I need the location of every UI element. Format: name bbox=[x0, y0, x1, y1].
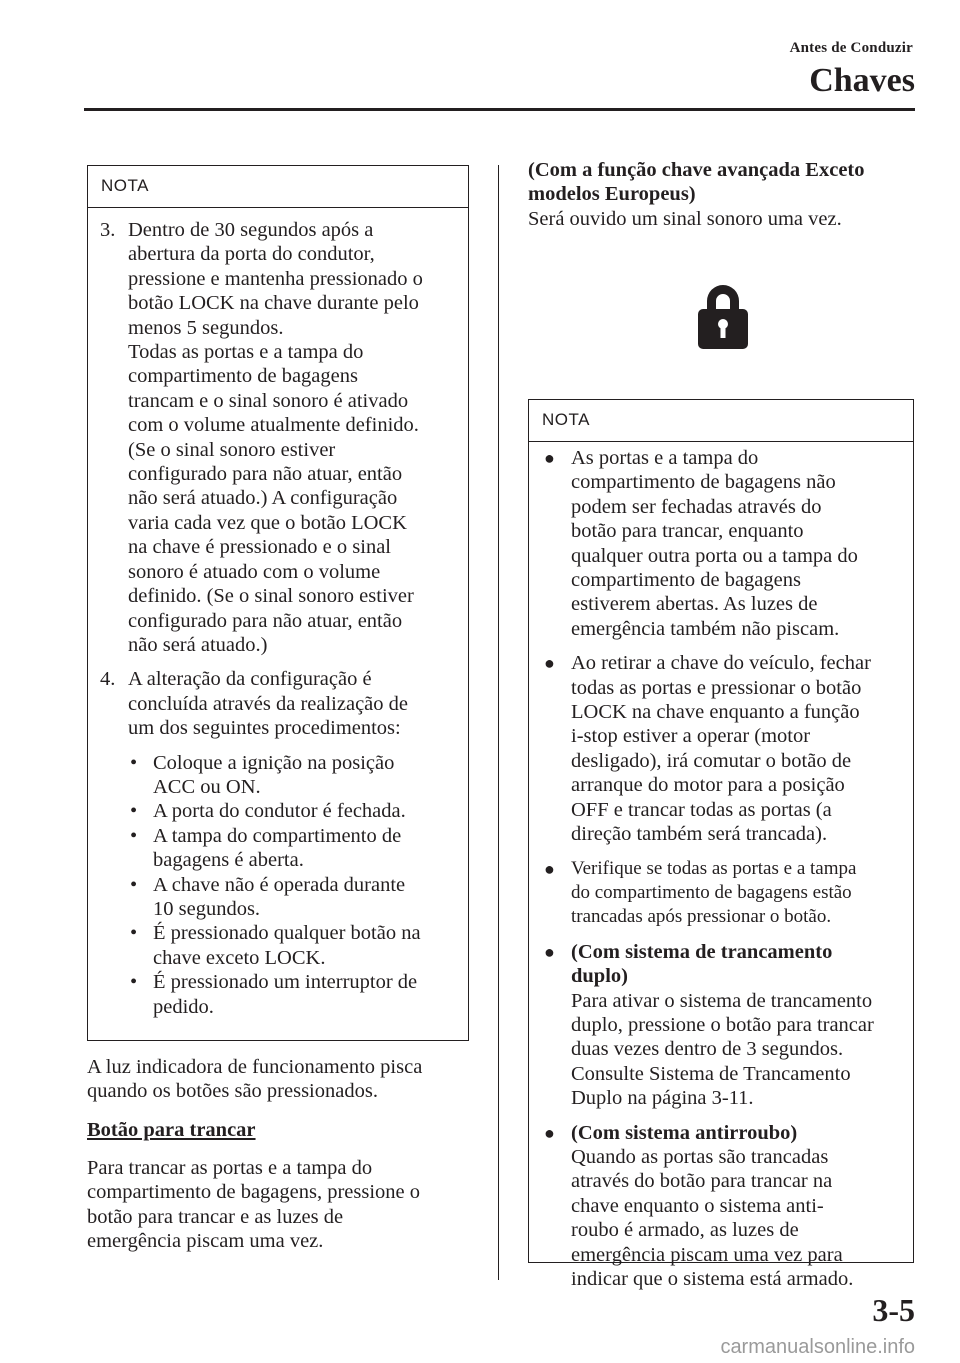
text-line: trancam e o sinal sonoro é ativado bbox=[128, 389, 409, 412]
bullet-glyph: • bbox=[130, 922, 138, 945]
note-box-left bbox=[87, 165, 469, 1041]
text-line: podem ser fechadas através do bbox=[571, 495, 822, 518]
text-line: do compartimento de bagagens estão bbox=[571, 881, 852, 903]
text-line: Consulte Sistema de Trancamento bbox=[571, 1062, 851, 1085]
bullet-glyph: • bbox=[130, 751, 138, 774]
header-rule bbox=[84, 108, 915, 111]
bullet-glyph: ● bbox=[544, 941, 555, 962]
text-line: configurado para não atuar, então bbox=[128, 609, 403, 632]
text-line: direção também será trancada). bbox=[571, 823, 828, 846]
chapter-title: Chaves bbox=[809, 62, 915, 99]
step-number: 3. bbox=[100, 219, 116, 241]
text-line: emergência piscam uma vez para bbox=[571, 1243, 843, 1266]
text-line: configurado para não atuar, então bbox=[128, 463, 403, 486]
text-line: chave exceto LOCK. bbox=[153, 946, 326, 969]
text-line: chave enquanto o sistema anti- bbox=[571, 1194, 824, 1217]
text-line: (Com sistema de trancamento bbox=[571, 940, 833, 963]
text-line: desligado), irá comutar o botão de bbox=[571, 749, 852, 772]
text-line: Verifique se todas as portas e a tampa bbox=[571, 857, 857, 879]
text-line: (Com a função chave avançada Exceto bbox=[528, 159, 865, 181]
text-line: não será atuado.) A configuração bbox=[128, 487, 398, 510]
text-line: É pressionado um interruptor de bbox=[153, 971, 418, 994]
section-heading-advanced-key bbox=[528, 158, 928, 207]
text-line: todas as portas e pressionar o botão bbox=[571, 676, 862, 699]
text-line: botão LOCK na chave durante pelo bbox=[128, 292, 419, 315]
bullet-item bbox=[128, 873, 458, 922]
text-line: compartimento de bagagens bbox=[571, 569, 801, 592]
text-line: compartimento de bagagens, pressione o bbox=[87, 1181, 421, 1204]
step-3-text bbox=[128, 218, 458, 657]
step-number: 4. bbox=[100, 668, 116, 691]
text-line: um dos seguintes procedimentos: bbox=[128, 717, 401, 740]
text-line: bagagens é aberta. bbox=[153, 849, 304, 872]
text-line: i-stop estiver a operar (motor bbox=[571, 725, 811, 748]
text-line: A tampa do compartimento de bbox=[153, 824, 402, 847]
numbered-step-3 bbox=[100, 218, 458, 657]
note-item bbox=[541, 857, 903, 930]
text-line: duplo) bbox=[571, 965, 628, 988]
bullet-glyph: • bbox=[130, 971, 138, 994]
text-line: compartimento de bagagens não bbox=[571, 471, 836, 494]
text-line: abertura da porta do condutor, bbox=[128, 243, 375, 266]
text-line: A luz indicadora de funcionamento pisca bbox=[87, 1056, 423, 1078]
text-line: ACC ou ON. bbox=[153, 775, 261, 798]
text-line: pressione e mantenha pressionado o bbox=[128, 267, 423, 290]
text-line: A alteração da configuração é bbox=[128, 668, 372, 691]
text-line: Quando as portas são trancadas bbox=[571, 1145, 829, 1168]
text-line: não será atuado.) bbox=[128, 633, 268, 656]
text-line: (Com sistema antirroubo) bbox=[571, 1121, 798, 1144]
note-body bbox=[529, 442, 913, 1297]
text-line: emergência piscam uma vez. bbox=[87, 1230, 324, 1253]
note-item bbox=[541, 1121, 903, 1292]
text-line: emergência também não piscam. bbox=[571, 617, 840, 640]
note-item bbox=[541, 940, 903, 1111]
text-line: Para ativar o sistema de trancamento bbox=[571, 989, 873, 1012]
bullet-glyph: • bbox=[130, 824, 138, 847]
text-line: Ao retirar a chave do veículo, fechar bbox=[571, 652, 871, 675]
text-line: Dentro de 30 segundos após a bbox=[128, 219, 374, 241]
note-item bbox=[541, 651, 903, 846]
text-line: com o volume atualmente definido. bbox=[128, 414, 419, 437]
bullet-item bbox=[128, 824, 458, 873]
note-heading: NOTA bbox=[529, 400, 913, 442]
text-line: compartimento de bagagens bbox=[128, 365, 358, 388]
text-line: A chave não é operada durante bbox=[153, 873, 406, 896]
text-line: estiverem abertas. As luzes de bbox=[571, 593, 818, 616]
section-label: Antes de Conduzir bbox=[789, 40, 913, 56]
bullet-item bbox=[128, 921, 458, 970]
text-line: arranque do motor para a posição bbox=[571, 774, 845, 797]
page-number: 3-5 bbox=[872, 1292, 915, 1328]
text-line: sonoro é atuado com o volume bbox=[128, 560, 381, 583]
text-line: roubo é armado, as luzes de bbox=[571, 1219, 799, 1242]
text-line: varia cada vez que o botão LOCK bbox=[128, 511, 407, 534]
text-line: Duplo na página 3-11. bbox=[571, 1087, 754, 1110]
note-item bbox=[541, 446, 903, 641]
step-4-text bbox=[128, 667, 458, 740]
text-line: LOCK na chave enquanto a função bbox=[571, 701, 860, 724]
numbered-step-4 bbox=[100, 667, 458, 740]
subheading-lock-button: Botão para trancar bbox=[87, 1119, 256, 1141]
text-line: Todas as portas e a tampa do bbox=[128, 341, 364, 364]
text-line: A porta do condutor é fechada. bbox=[153, 800, 406, 823]
column-divider bbox=[498, 165, 499, 1280]
text-line: quando os botões são pressionados. bbox=[87, 1080, 378, 1103]
text-line: 10 segundos. bbox=[153, 897, 261, 920]
text-line: na chave é pressionado e o sinal bbox=[128, 536, 391, 559]
bullet-item bbox=[128, 751, 458, 800]
text-line: qualquer outra porta ou a tampa do bbox=[571, 544, 858, 567]
paragraph-beep: Será ouvido um sinal sonoro uma vez. bbox=[528, 208, 842, 230]
text-line: Coloque a ignição na posição bbox=[153, 751, 395, 774]
text-line: concluída através da realização de bbox=[128, 692, 408, 715]
bullet-glyph: • bbox=[130, 800, 138, 823]
bullet-glyph: • bbox=[130, 873, 138, 896]
bullet-glyph: ● bbox=[544, 858, 555, 879]
text-line: pedido. bbox=[153, 995, 214, 1018]
lock-icon bbox=[696, 280, 750, 350]
text-line: As portas e a tampa do bbox=[571, 447, 759, 469]
text-line: definido. (Se o sinal sonoro estiver bbox=[128, 585, 414, 608]
text-line: Para trancar as portas e a tampa do bbox=[87, 1157, 373, 1179]
text-line: modelos Europeus) bbox=[528, 183, 696, 206]
text-line: OFF e trancar todas as portas (a bbox=[571, 798, 832, 821]
text-line: (Se o sinal sonoro estiver bbox=[128, 438, 336, 461]
text-line: botão para trancar, enquanto bbox=[571, 520, 804, 543]
text-line: duplo, pressione o botão para trancar bbox=[571, 1013, 874, 1036]
note-box-right bbox=[528, 399, 914, 1290]
text-line: É pressionado qualquer botão na bbox=[153, 922, 421, 945]
bullet-item bbox=[128, 799, 458, 823]
bullet-glyph: ● bbox=[544, 1122, 555, 1143]
note-body bbox=[88, 208, 468, 1025]
watermark: carmanualsonline.info bbox=[720, 1336, 915, 1358]
text-line: indicar que o sistema está armado. bbox=[571, 1268, 854, 1290]
text-line: trancadas após pressionar o botão. bbox=[571, 906, 832, 928]
text-line: através do botão para trancar na bbox=[571, 1170, 833, 1193]
text-line: menos 5 segundos. bbox=[128, 316, 284, 339]
bullet-glyph: ● bbox=[544, 653, 555, 674]
paragraph-lock-button bbox=[87, 1156, 487, 1254]
note-heading: NOTA bbox=[88, 166, 468, 208]
text-line: duas vezes dentro de 3 segundos. bbox=[571, 1038, 844, 1061]
bullet-item bbox=[128, 970, 458, 1019]
paragraph-indicator-light bbox=[87, 1055, 487, 1104]
text-line: botão para trancar e as luzes de bbox=[87, 1205, 344, 1228]
bullet-glyph: ● bbox=[544, 448, 555, 468]
